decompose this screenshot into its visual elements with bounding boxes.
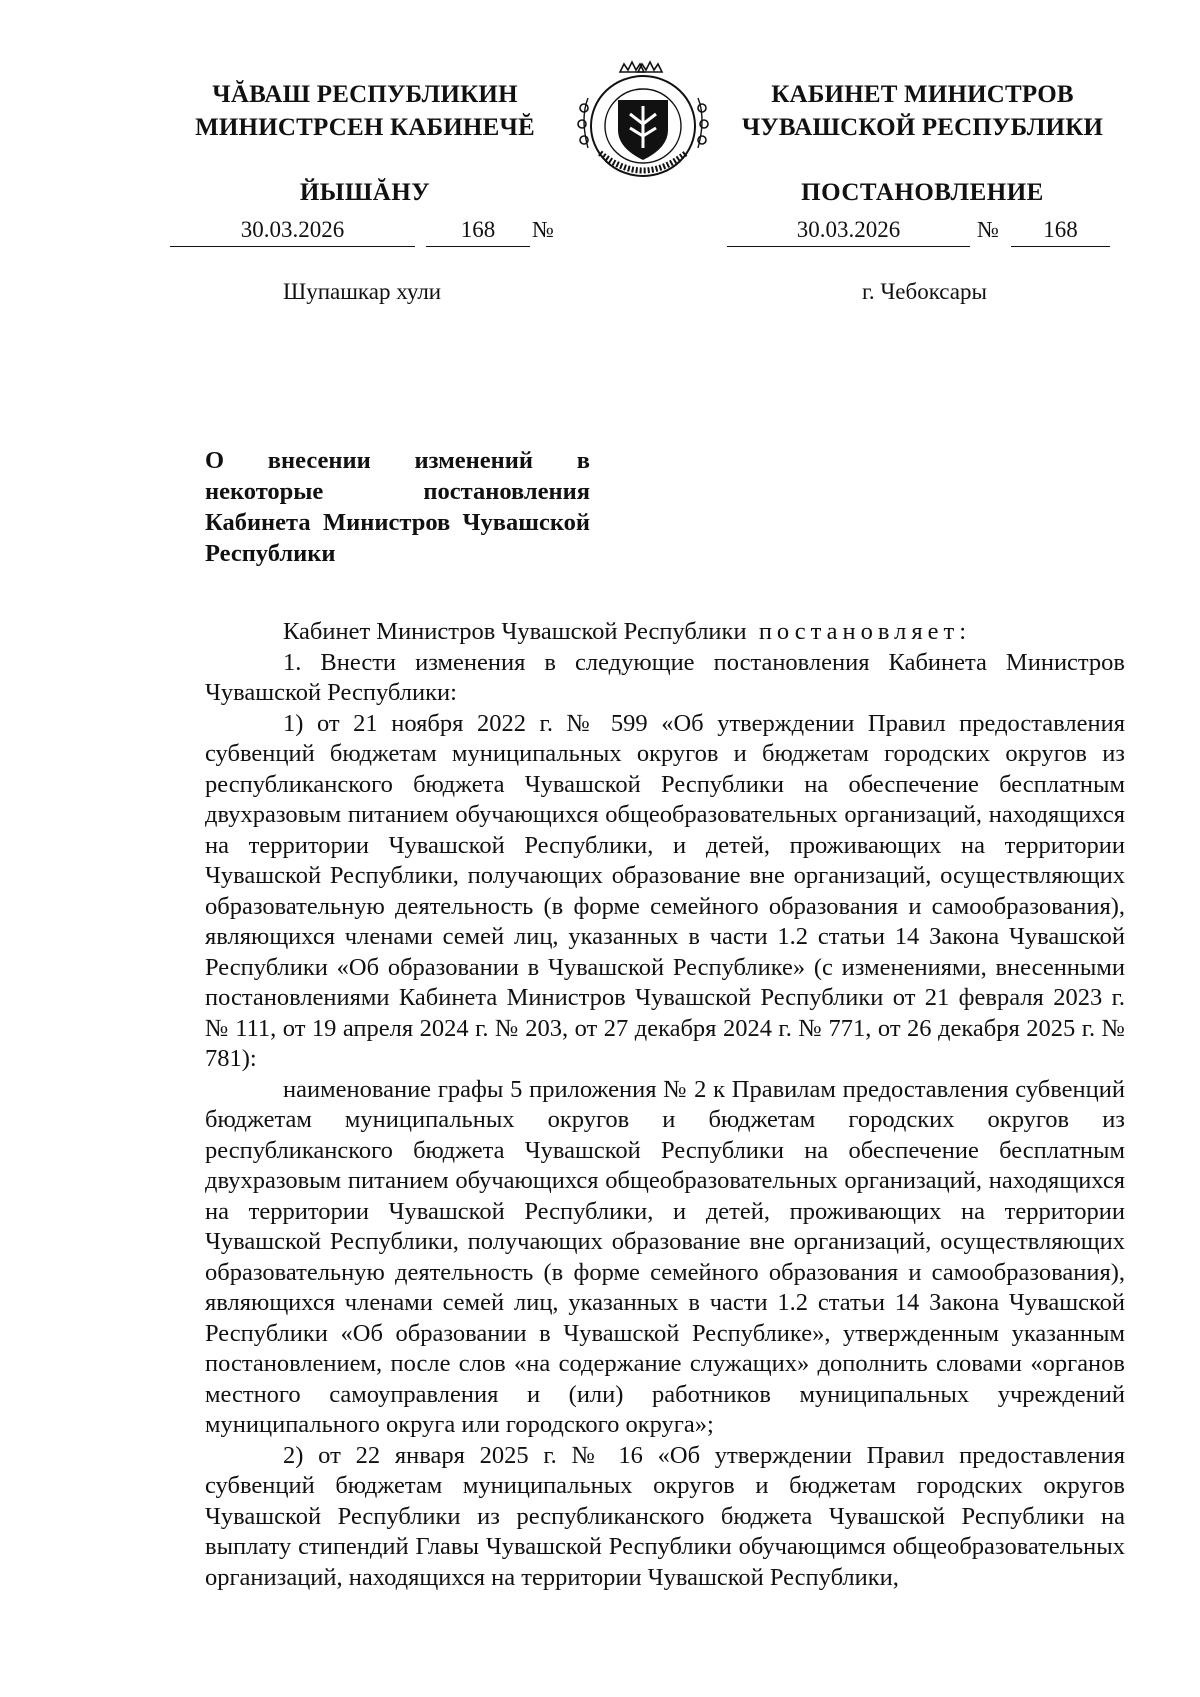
document-body <box>205 617 1125 1593</box>
header-left-line2: МИНИСТРСЕН КАБИНЕЧĔ <box>195 114 535 141</box>
header-right-doc-type: ПОСТАНОВЛЕНИЕ <box>801 179 1044 206</box>
header-right-line1: КАБИНЕТ МИНИСТРОВ <box>771 81 1074 108</box>
header-right-line2: ЧУВАШСКОЙ РЕСПУБЛИКИ <box>741 114 1104 141</box>
paragraph-2: 1) от 21 ноября 2022 г. № 599 «Об утверждении Правил предоставления субвенций бюджетам муниципальных округов и бюджетам городских округов из республиканского бюджета Чувашской Республики на обеспечение бесплатным двухразовым питанием обучающихся общеобразовательных организаций, находящихся на территории Чувашской Республики, и детей, проживающих на территории Чувашской Республики, получающих образование вне организаций, осуществляющих образовательную деятельность (в форме семейного образования и самообразования), являющихся членами семей лиц, указанных в части 1.2 статьи 14 Закона Чувашской Республики «Об образовании в Чувашской Республике» (с изменениями, внесенными постановлениями Кабинета Министров Чувашской Республики от 21 февраля 2023 г. № 111, от 19 апреля 2024 г. № 203, от 27 декабря 2024 г. № 771, от 26 декабря 2025 г. № 781): <box>205 709 1125 1072</box>
left-number-sign: № <box>532 217 554 242</box>
document-title: О внесении изменений в некоторые постановления Кабинета Министров Чувашской Республики <box>205 447 590 567</box>
right-number: 168 <box>1011 218 1110 247</box>
right-number-sign: № <box>977 217 999 242</box>
place-right: г. Чебоксары <box>862 279 987 304</box>
registration-left <box>170 218 570 252</box>
header-left-line1: ЧĂВАШ РЕСПУБЛИКИН <box>212 81 518 108</box>
right-date: 30.03.2026 <box>727 218 970 247</box>
left-number: 168 <box>426 218 530 247</box>
header-right-russian <box>715 78 1130 207</box>
preamble <box>205 617 1125 648</box>
left-date: 30.03.2026 <box>170 218 415 247</box>
paragraph-4: 2) от 22 января 2025 г. № 16 «Об утверждении Правил предоставления субвенций бюджетам муниципальных округов и бюджетам городских округов Чувашской Республики из республиканского бюджета Чувашской Республики на выплату стипендий Главы Чувашской Республики обучающимся общеобразовательных организаций, находящихся на территории Чувашской Республики, <box>205 1441 1125 1591</box>
place-left: Шупашкар хули <box>283 279 442 304</box>
preamble-verb: постановляет: <box>758 618 972 645</box>
paragraph-3: наименование графы 5 приложения № 2 к Правилам предоставления субвенций бюджетам муниципальных округов и бюджетам городских округов из республиканского бюджета Чувашской Республики на обеспечение бесплатным двухразовым питанием обучающихся общеобразовательных организаций, находящихся на территории Чувашской Республики, и детей, проживающих на территории Чувашской Республики, получающих образование вне организаций, осуществляющих образовательную деятельность (в форме семейного образования и самообразования), являющихся членами семей лиц, указанных в части 1.2 статьи 14 Закона Чувашской Республики «Об образовании в Чувашской Республике», утвержденным указанным постановлением, после слов «на содержание служащих» дополнить словами «органов местного самоуправления и (или) работников муниципальных учреждений муниципального округа или городского округа»; <box>205 1075 1125 1438</box>
paragraph-1: 1. Внести изменения в следующие постановления Кабинета Министров Чувашской Республики: <box>205 648 1125 706</box>
registration-right <box>727 218 1127 252</box>
preamble-subject: Кабинет Министров Чувашской Республики <box>283 618 747 645</box>
chuvash-coat-of-arms-icon <box>568 58 718 180</box>
header-left-chuvash <box>180 78 550 207</box>
header-left-doc-type: ЙЫШĂНУ <box>299 179 431 206</box>
